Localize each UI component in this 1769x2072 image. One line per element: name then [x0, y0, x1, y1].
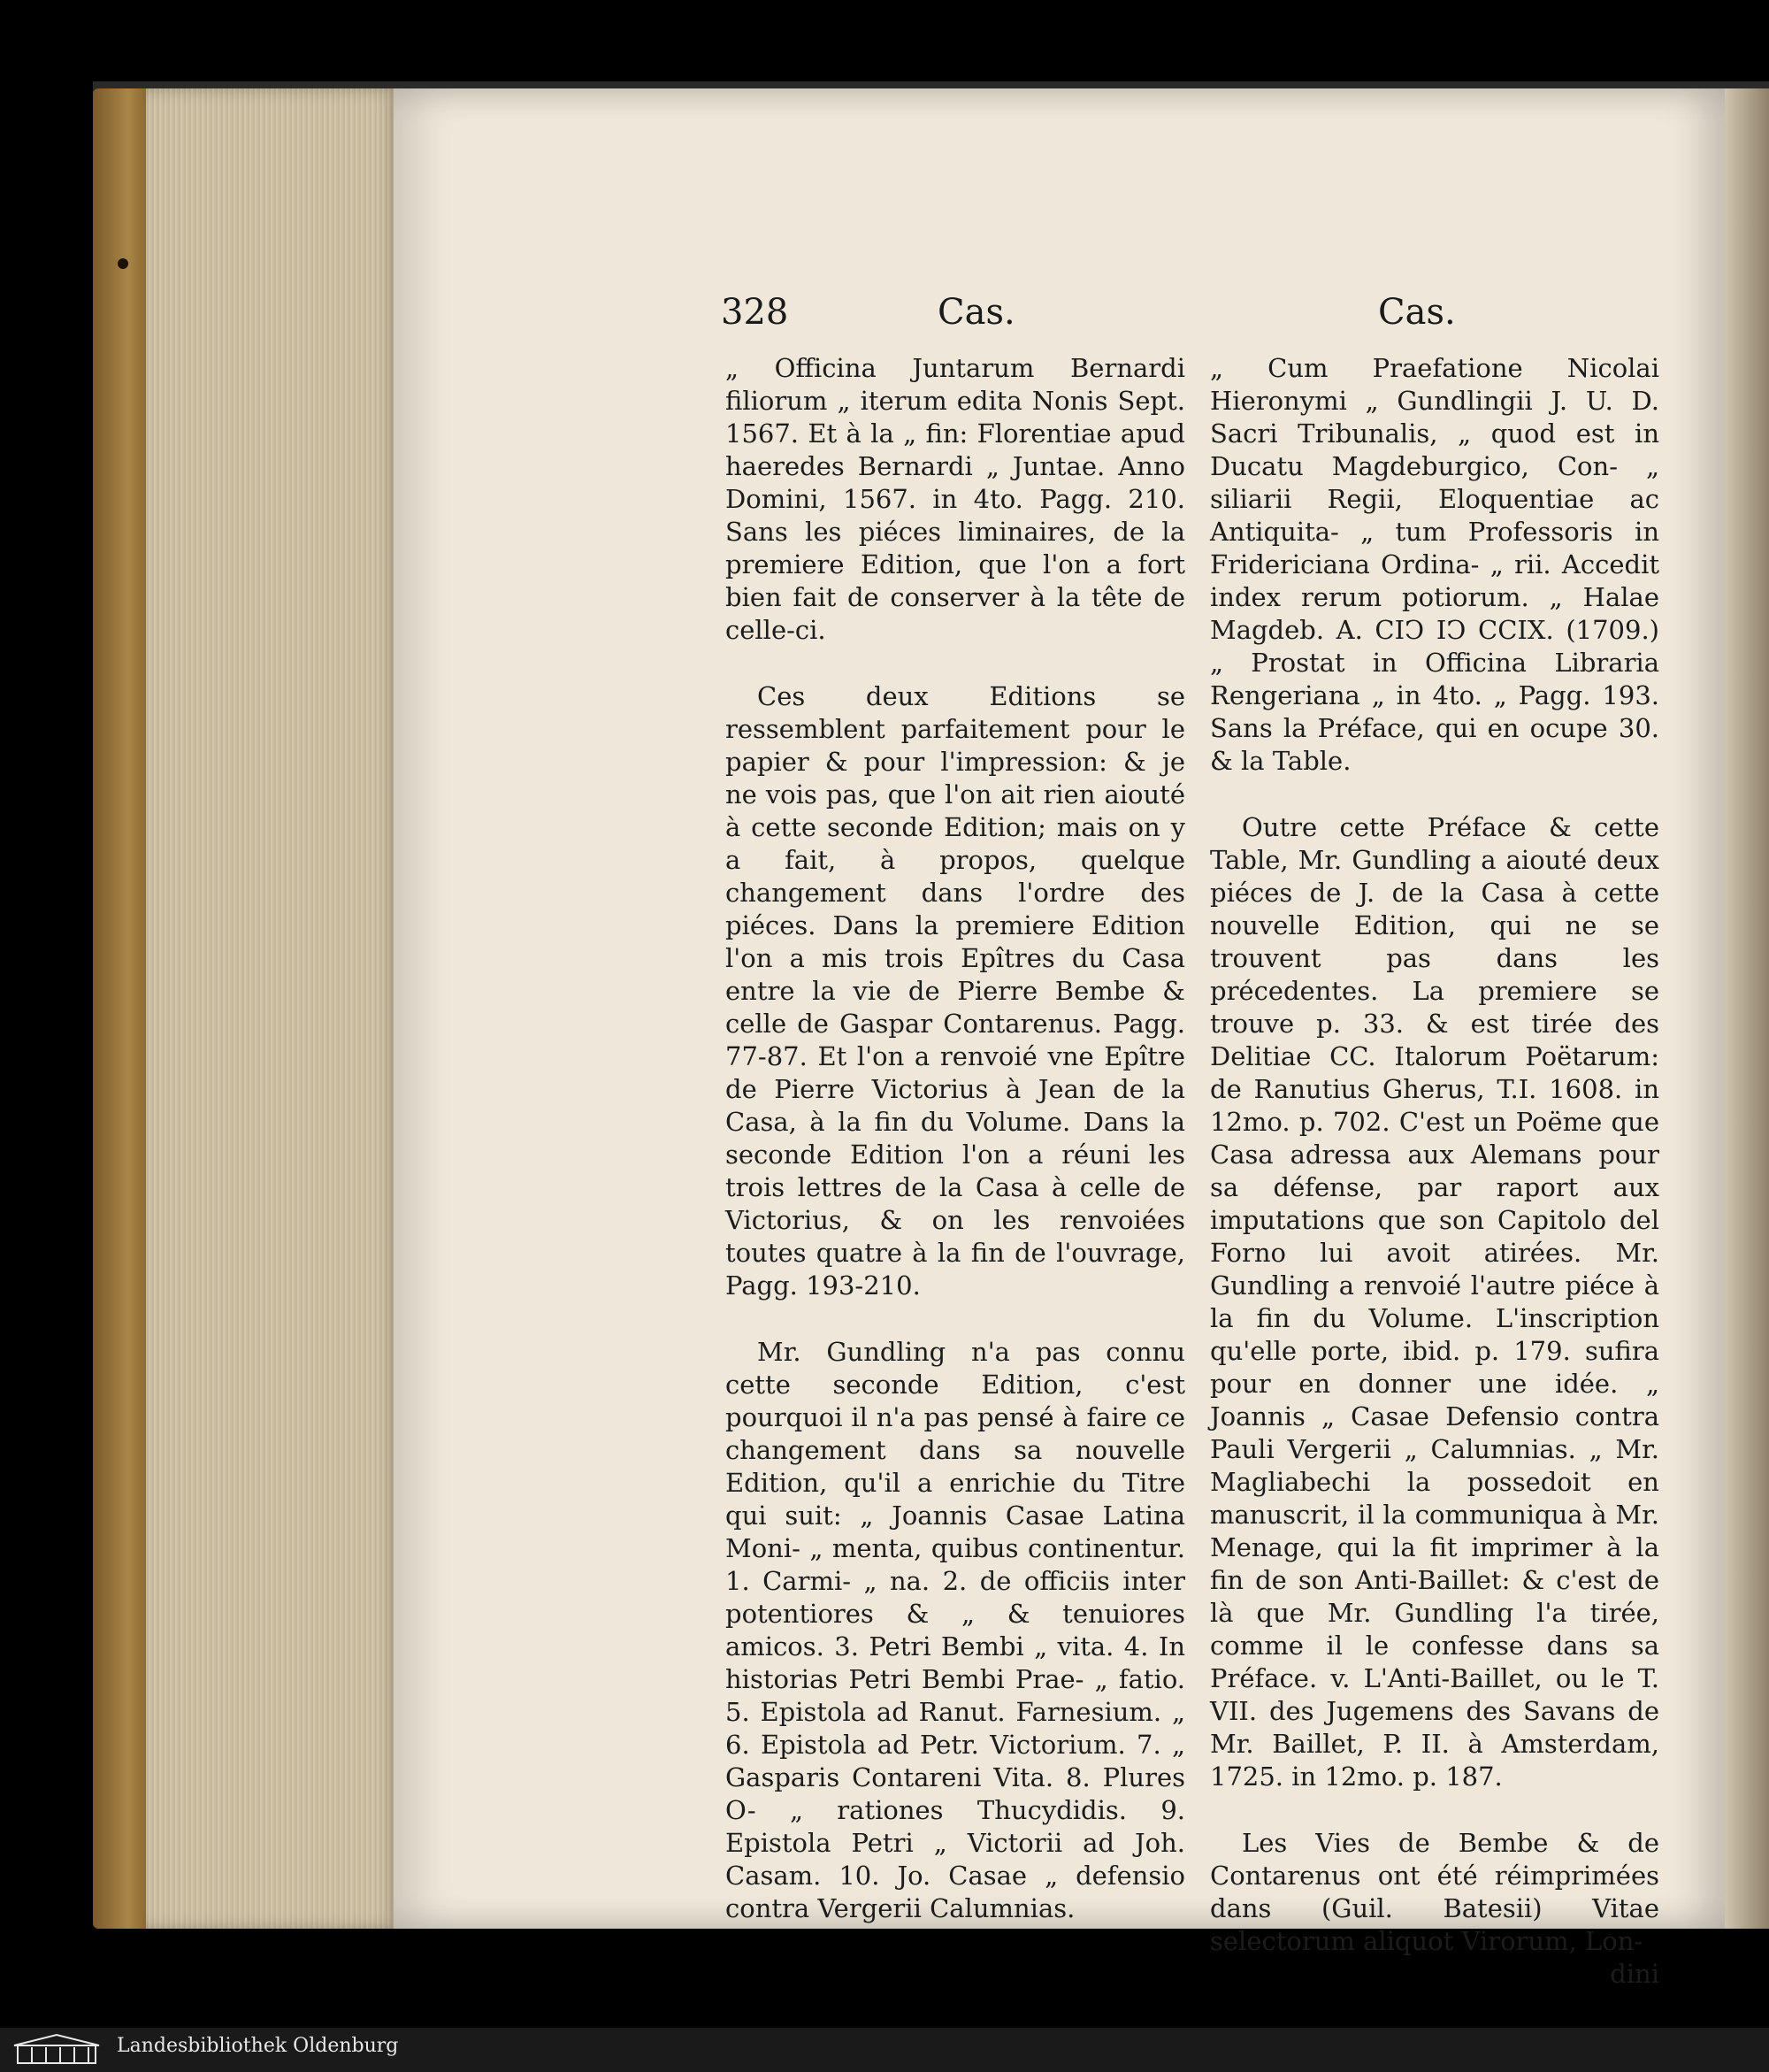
right-text-column: [1210, 352, 1659, 1991]
library-name: Landesbibliothek Oldenburg: [117, 2035, 399, 2057]
page-number: 328: [721, 292, 789, 333]
running-head-right: Cas.: [1378, 292, 1456, 333]
library-building-icon: [11, 2033, 103, 2067]
paragraph: „ Cum Praefatione Nicolai Hieronymi „ Gundlingii J. U. D. Sacri Tribunalis, „ quod est in Ducatu Magdeburgico, Con- „ siliarii Regii, Eloquentiae ac Antiquita- „ tum Professoris in Fridericiana Ordina- „ rii. Accedit index rerum potiorum. „ Halae Magdeb. A. CIϽ IϽ CCIX. (1709.) „ Prostat in Officina Libraria Rengeriana „ in 4to. „ Pagg. 193. Sans la Préface, qui en ocupe 30. & la Table.: [1210, 353, 1659, 776]
cover-stud: [118, 258, 128, 269]
catchword: dini: [1610, 1959, 1659, 1989]
running-head-left: Cas.: [938, 292, 1015, 333]
paragraph: Les Vies de Bembe & de Contarenus ont été réimprimées dans (Guil. Batesii) Vitae selectorum aliquot Virorum, Lon-: [1210, 1828, 1659, 1956]
left-text-column: [725, 352, 1185, 1959]
page-block-edge: [146, 88, 402, 1929]
paragraph: „ Officina Juntarum Bernardi filiorum „ iterum edita Nonis Sept. 1567. Et à la „ fin: Florentiae apud haeredes Bernardi „ Juntae. Anno Domini, 1567. in 4to. Pagg. 210. Sans les piéces liminaires, de la premiere Edition, que l'on a fort bien fait de conserver à la tête de celle-ci.: [725, 353, 1185, 645]
paragraph: Ces deux Editions se ressemblent parfaitement pour le papier & pour l'impression: & je ne vois pas, que l'on ait rien aiouté à cette seconde Edition; mais on y a fait, à propos, quelque changement dans l'ordre des piéces. Dans la premiere Edition l'on a mis trois Epîtres du Casa entre la vie de Pierre Bembe & celle de Gaspar Contarenus. Pagg. 77-87. Et l'on a renvoié vne Epître de Pierre Victorius à Jean de la Casa, à la fin du Volume. Dans la seconde Edition l'on a réuni les trois lettres de la Casa à celle de Victorius, & on les renvoiées toutes quatre à la fin de l'ouvrage, Pagg. 193-210.: [725, 681, 1185, 1301]
paragraph: Outre cette Préface & cette Table, Mr. Gundling a aiouté deux piéces de J. de la Casa à cette nouvelle Edition, qui ne se trouvent pas dans les précedentes. La premiere se trouve p. 33. & est tirée des Delitiae CC. Italorum Poëtarum: de Ranutius Gherus, T.I. 1608. in 12mo. p. 702. C'est un Poëme que Casa adressa aux Alemans pour sa défense, par raport aux imputations que son Capitolo del Forno lui avoit atirées. Mr. Gundling a renvoié l'autre piéce à la fin du Volume. L'inscription qu'elle porte, ibid. p. 179. sufira pour en donner une idée. „ Joannis „ Casae Defensio contra Pauli Vergerii „ Calumnias. „ Mr. Magliabechi la possedoit en manuscrit, il la communiqua à Mr. Menage, qui la fit imprimer à la fin de son Anti-Baillet: & c'est de là que Mr. Gundling l'a tirée, comme il le confesse dans sa Préface. v. L'Anti-Baillet, ou le T. VII. des Jugemens des Savans de Mr. Baillet, P. II. à Amsterdam, 1725. in 12mo. p. 187.: [1210, 812, 1659, 1792]
right-page-gutter: [1725, 88, 1769, 1929]
paragraph: Mr. Gundling n'a pas connu cette seconde Edition, c'est pourquoi il n'a pas pensé à faire ce changement dans sa nouvelle Edition, qu'il a enrichie du Titre qui suit: „ Joannis Casae Latina Moni- „ menta, quibus continentur. 1. Carmi- „ na. 2. de officiis inter potentiores & „ & tenuiores amicos. 3. Petri Bembi „ vita. 4. In historias Petri Bembi Prae- „ fatio. 5. Epistola ad Ranut. Farnesium. „ 6. Epistola ad Petr. Victorium. 7. „ Gasparis Contareni Vita. 8. Plures O- „ rationes Thucydidis. 9. Epistola Petri „ Victorii ad Joh. Casam. 10. Jo. Casae „ defensio contra Vergerii Calumnias.: [725, 1337, 1185, 1923]
